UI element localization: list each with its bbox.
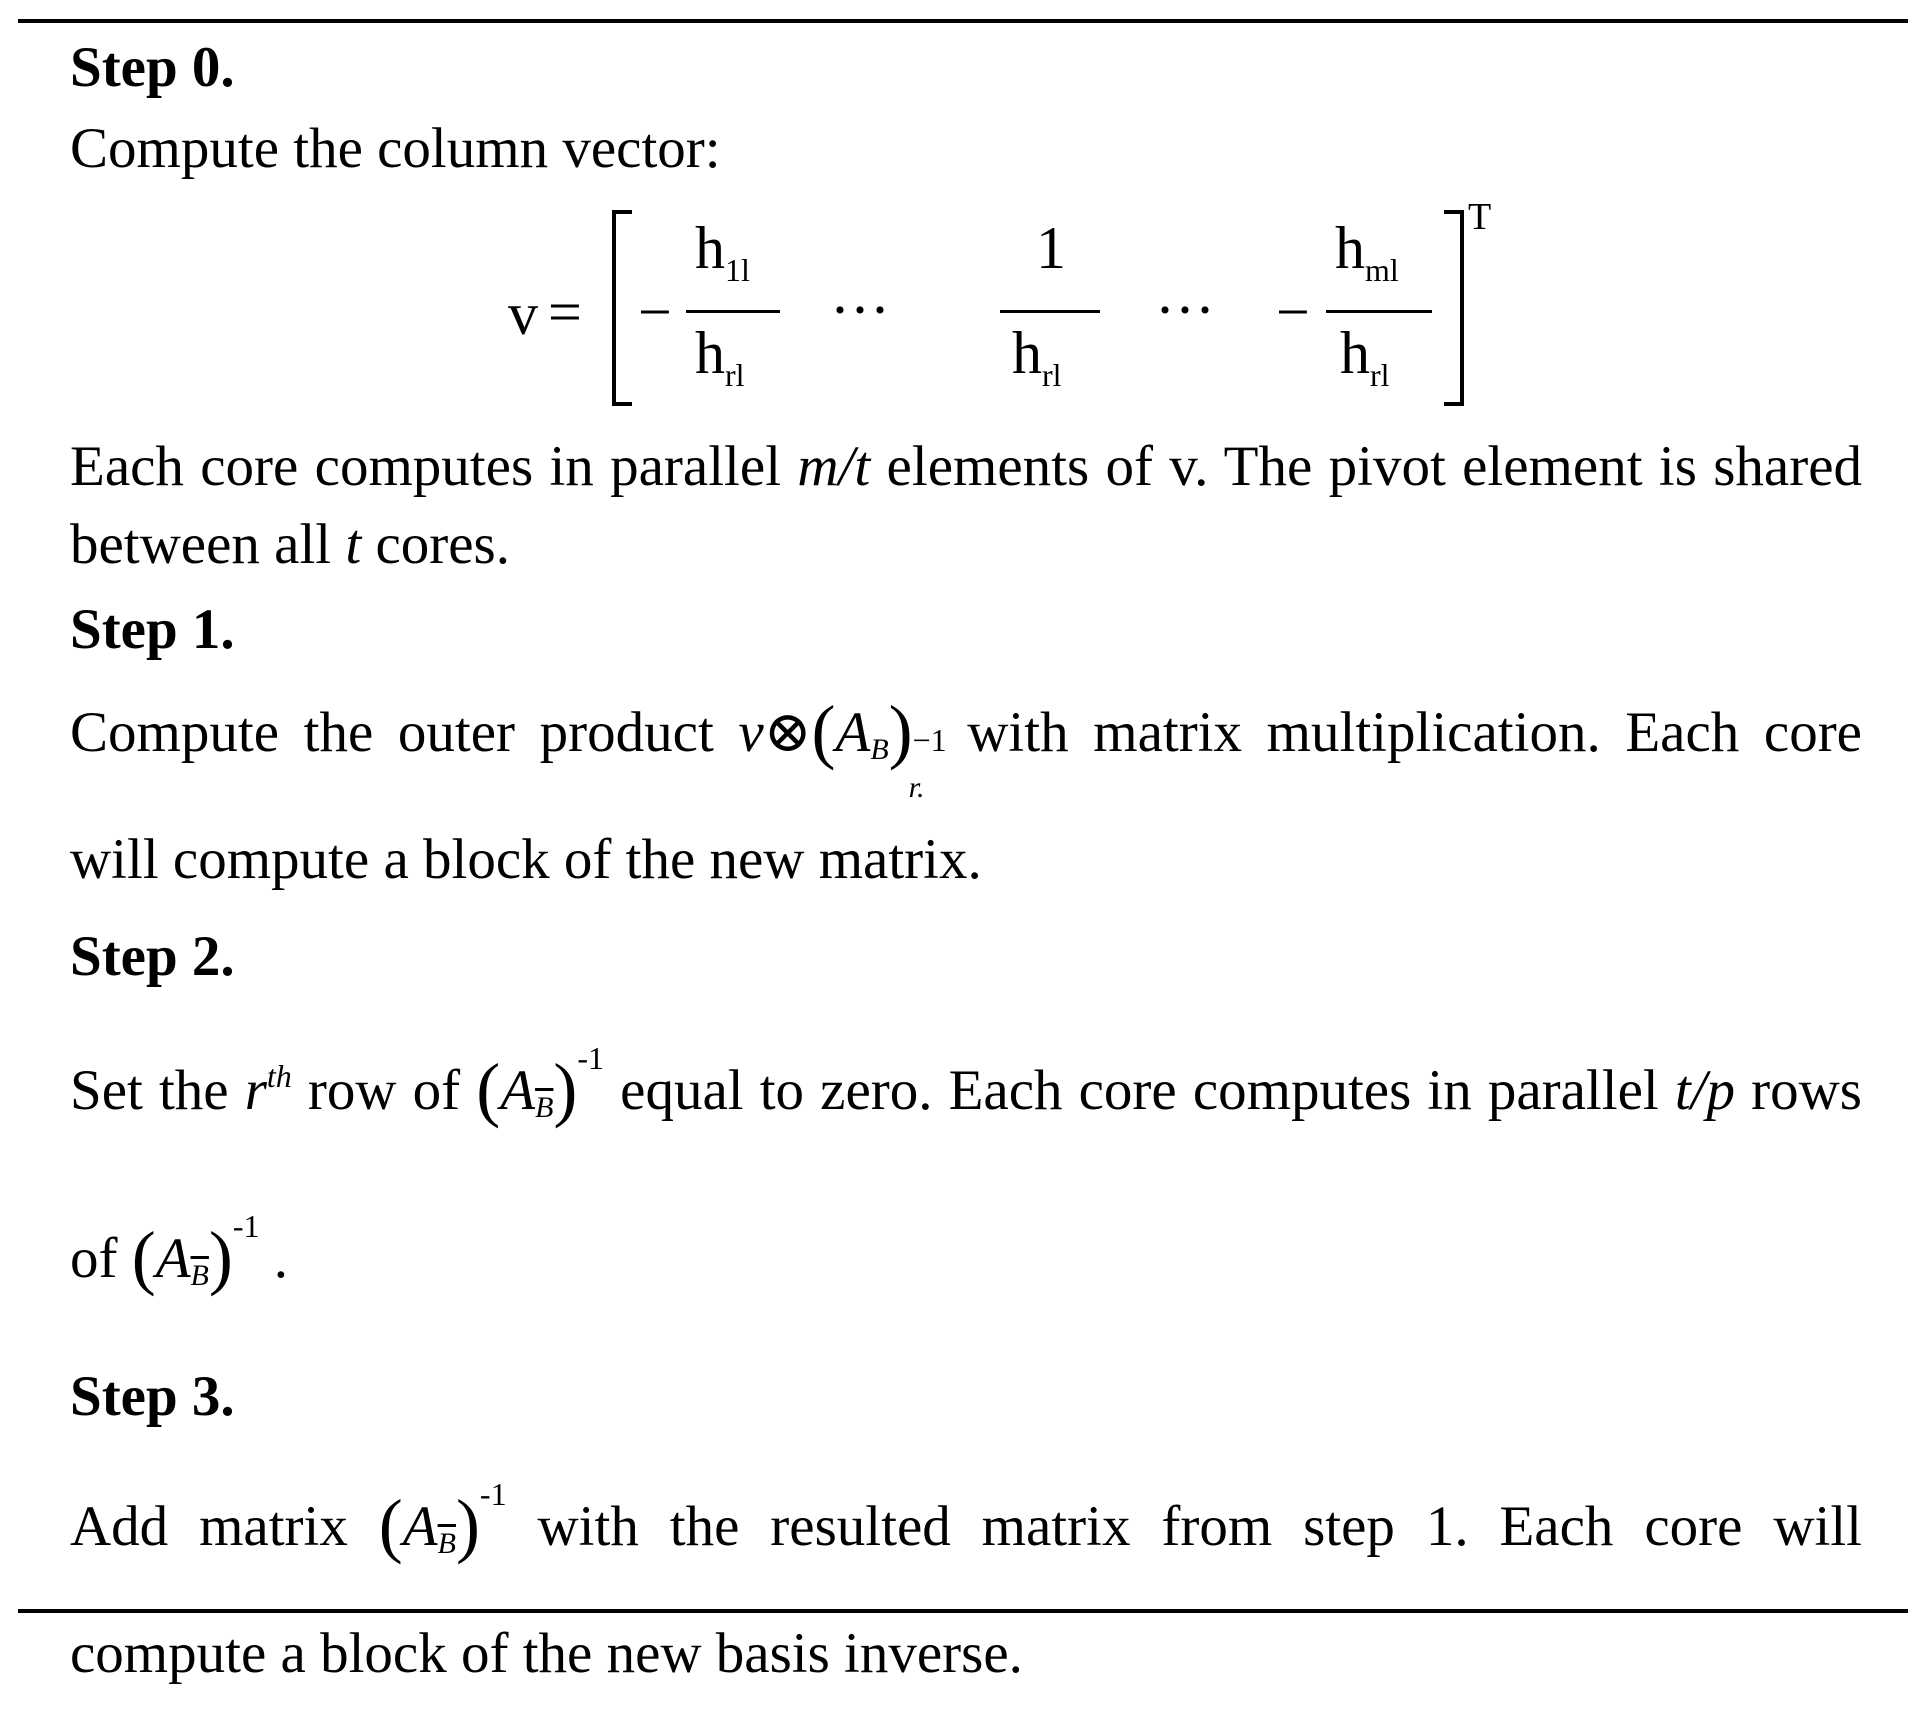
frac2-denominator: $h_{rl}$: [1012, 320, 1062, 393]
eq-minus-1: −: [638, 279, 672, 345]
column-vector-equation: [70, 188, 1862, 428]
frac2-bar: [1000, 310, 1100, 313]
step-0-intro: Compute the column vector:: [70, 117, 721, 180]
basis-inverse-expression-2: $(A_{\overline{B}})^{-1}$: [131, 1208, 260, 1297]
frac3-denominator: $h_{rl}$: [1340, 320, 1390, 393]
frac1-denominator: $h_{rl}$: [695, 320, 745, 393]
step-3-title: Step 3.: [70, 1365, 235, 1428]
step-3-description: Add matrix $(A_{\overline{B}})^{-1}$ with the resulted matrix from step 1. Each core will compute a block of the new basis inverse.: [70, 1439, 1862, 1709]
frac2-numerator: 1: [1036, 215, 1066, 281]
step-1-description: Compute the outer product $v\otimes(A_B)$ −1 r. with matrix multiplication. Each core will compute a block of the new matrix.: [70, 672, 1862, 915]
right-bracket: [1438, 208, 1468, 408]
left-bracket: [608, 208, 638, 408]
step-2-description: Set the $r^{th}$ row of $(A_{\overline{B}})^{-1}$ equal to zero. Each core computes in parallel t/p rows of $(A_{\overline{B}})^{-1}$ .: [70, 999, 1862, 1335]
eq-transpose: T: [1468, 196, 1492, 238]
eq-equals: =: [548, 279, 582, 345]
step-2-title: Step 2.: [70, 925, 235, 988]
outer-product-expression: $v\otimes(A_B)$ −1 r.: [738, 691, 947, 804]
frac1-numerator: $h_{1l}$: [695, 215, 750, 288]
top-rule: [18, 19, 1908, 23]
frac3-bar: [1326, 310, 1432, 313]
step-1-title: Step 1.: [70, 598, 235, 661]
basis-inverse-expression-1: $(A_{\overline{B}})^{-1}$: [476, 1040, 605, 1129]
basis-inverse-expression-3: $(A_{\overline{B}})^{-1}$: [378, 1476, 507, 1565]
algorithm-box: [70, 26, 1862, 1709]
eq-lhs: v: [508, 281, 538, 347]
eq-minus-3: −: [1276, 279, 1310, 345]
bottom-rule: [18, 1609, 1908, 1613]
eq-ellipsis-1: ···: [830, 277, 890, 343]
eq-ellipsis-2: ···: [1155, 277, 1215, 343]
frac1-bar: [686, 310, 780, 313]
frac3-numerator: $h_{ml}$: [1335, 215, 1399, 288]
step-0-description: Each core computes in parallel m/t elements of v. The pivot element is shared between all t cores.: [70, 435, 1862, 576]
step-0-title: Step 0.: [70, 36, 235, 99]
